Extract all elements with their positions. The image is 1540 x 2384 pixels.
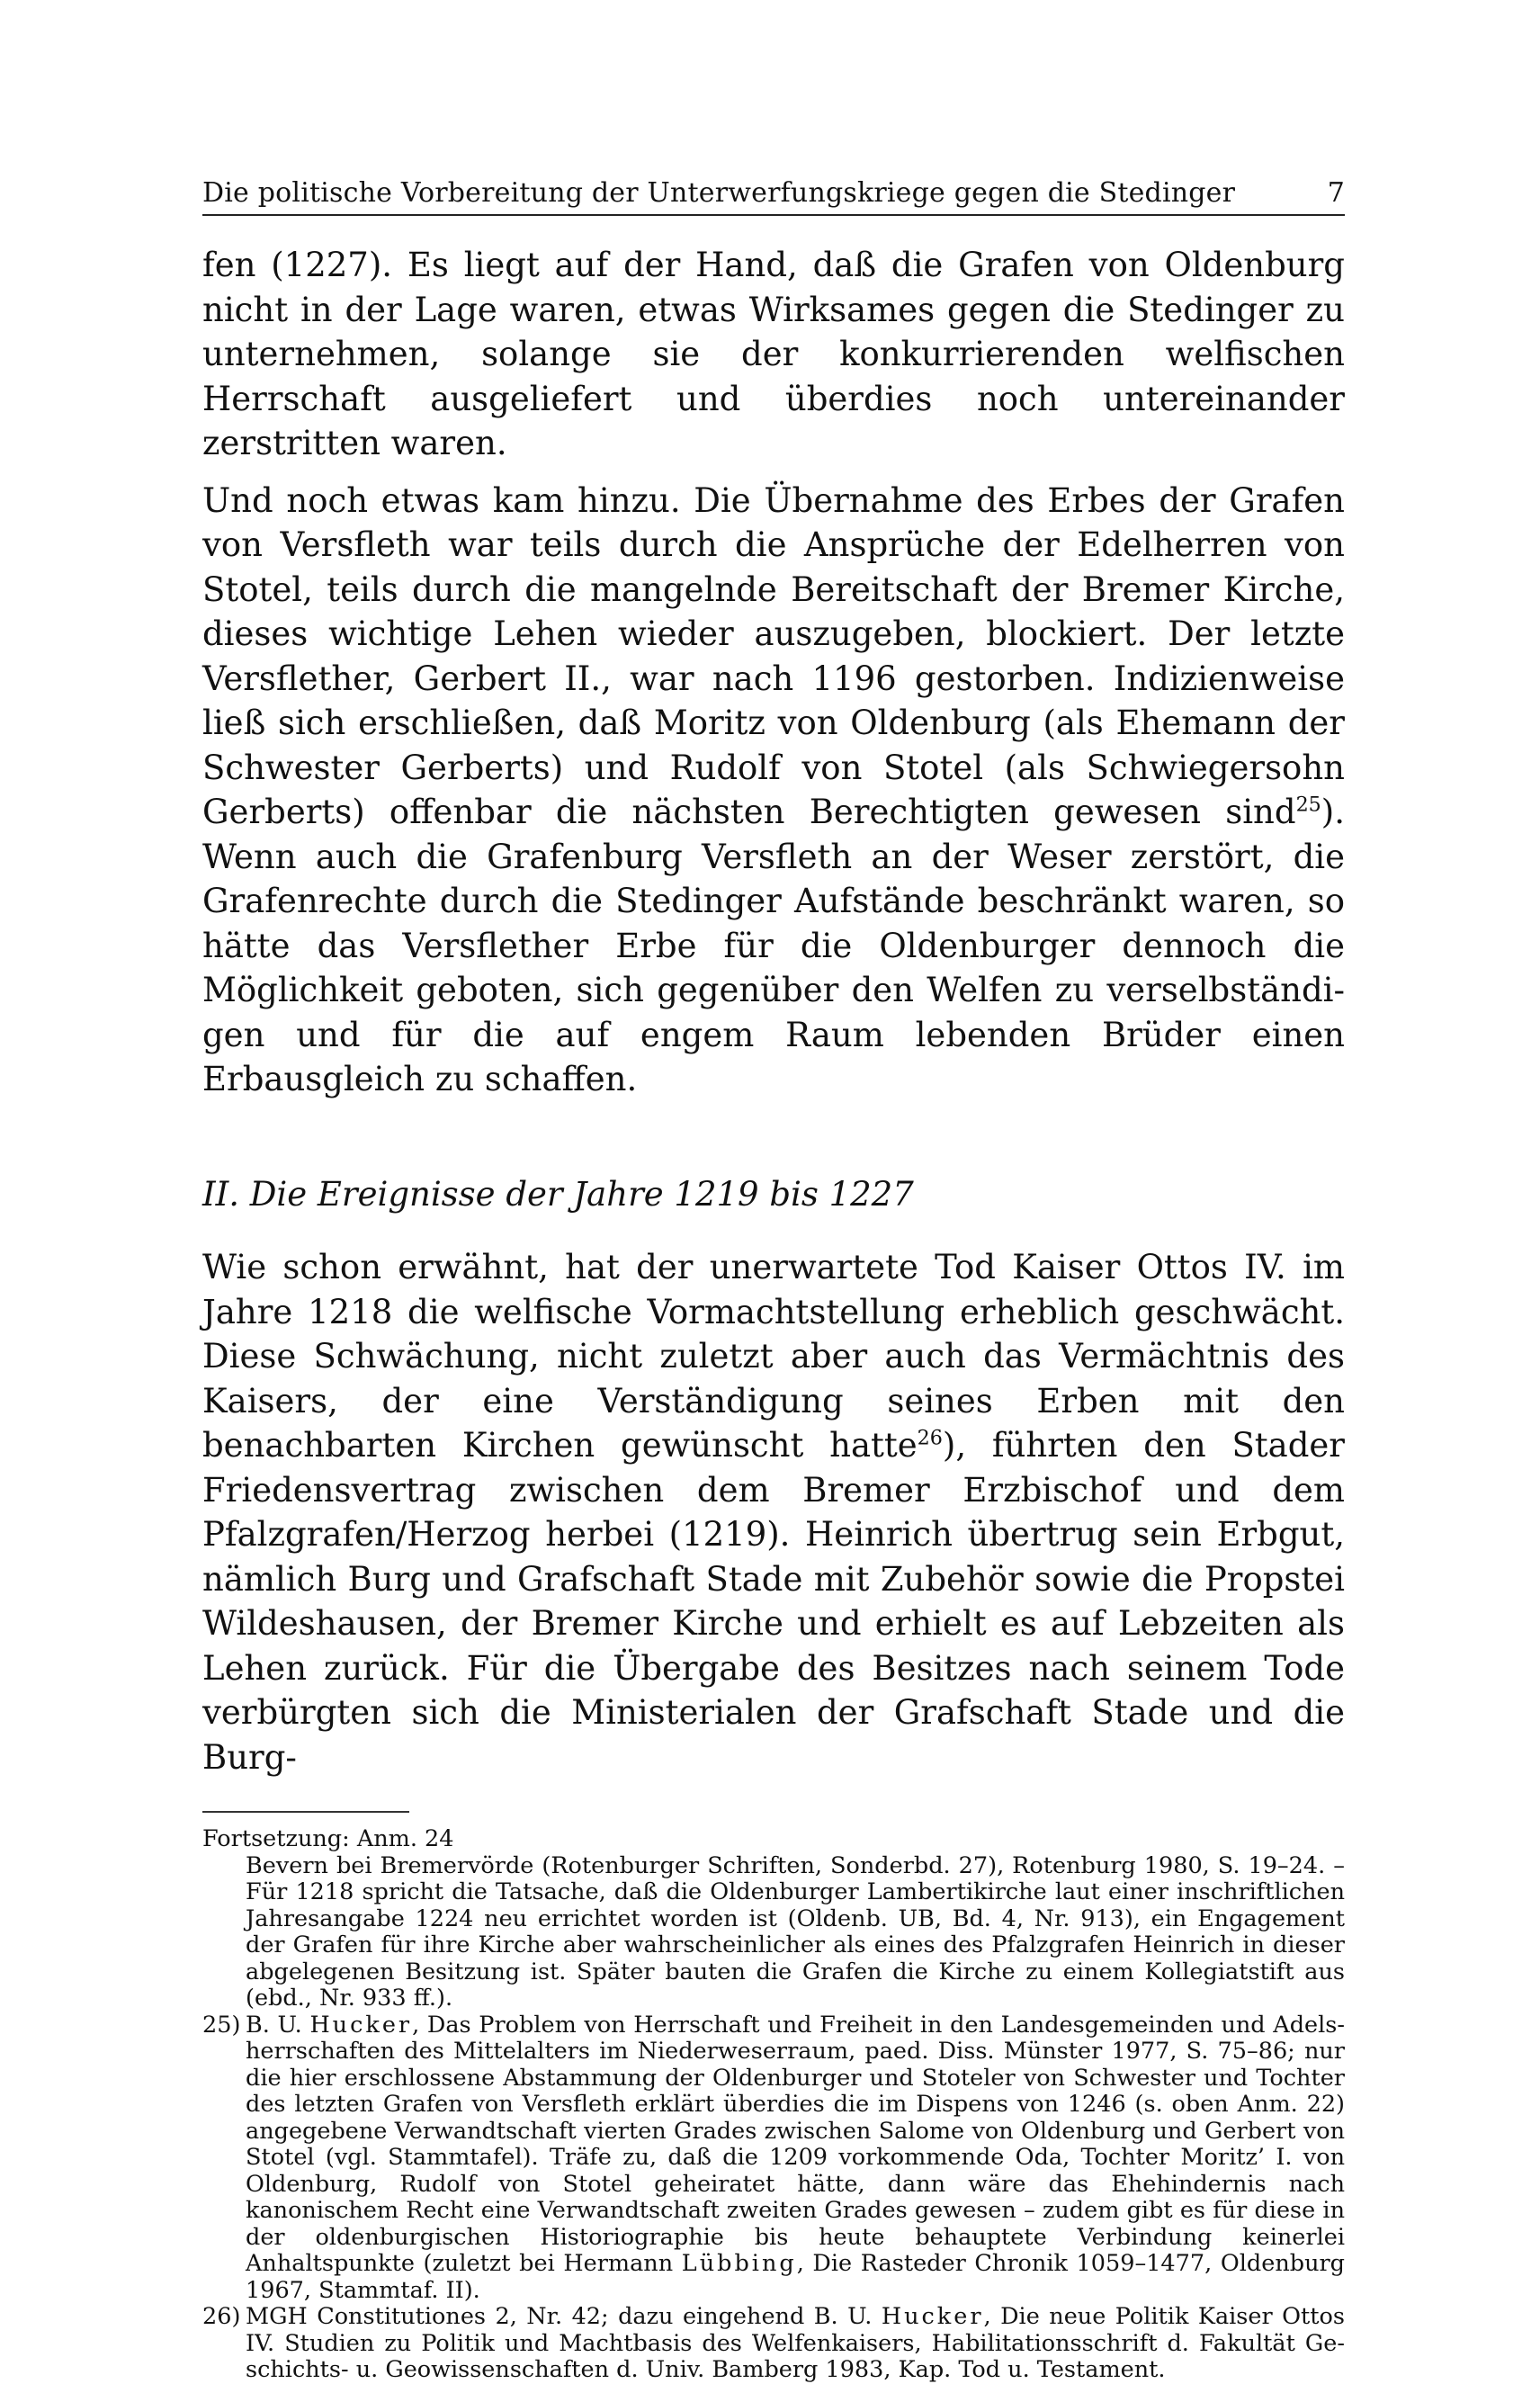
footnote-ref-25[interactable]: 25 (1295, 793, 1321, 817)
paragraph-2: Und noch etwas kam hinzu. Die Übernahme des Erbes der Grafen von Versfleth war teils durch die Ansprüche der Edelherren von Stotel, teils durch die mangelnde Bereitschaft der Bremer Kirche, dieses wichtige Lehen wieder auszugeben, blockiert. Der letzte Versflether, Gerbert II., war nach 1196 gestorben. Indizienweise ließ sich erschließen, daß Moritz von Oldenburg (als Ehemann der Schwester Gerberts) und Rudolf von Stotel (als Schwiegersohn Gerberts) offenbar die nächsten Berechtigten gewesen sind$^{25}$). Wenn auch die Grafenburg Versfleth an der Weser zerstört, die Grafenrechte durch die Stedinger Aufstände beschränkt waren, so hätte das Versflether Erbe für die Oldenburger dennoch die Möglichkeit geboten, sich gegenüber den Welfen zu verselbständigen und für die auf engem Raum lebenden Brüder einen Erbausgleich zu schaffen. (202, 480, 1345, 1098)
footnote-ref-26[interactable]: 26 (917, 1426, 943, 1450)
main-text (202, 243, 1345, 1779)
footnote-continuation-label: Fortsetzung: Anm. 24 (202, 1825, 454, 1852)
author-name: Hucker (309, 2011, 413, 2039)
footnotes (202, 1826, 1345, 2384)
running-title: Die politische Vorbereitung der Unterwerfungskriege gegen die Stedinger (202, 177, 1236, 209)
footnote-26: 26) MGH Constitutiones 2, Nr. 42; dazu eingehend B. U. Hucker, Die neue Politik Kaiser Ottos IV. Studien zu Politik und Machtbasis des Welfenkaisers, Habilitationsschrift d. Fakultät Geschichts- u. Geowissenschaften d. Univ. Bamberg 1983, Kap. Tod u. Testament. (202, 2303, 1345, 2383)
footnote-rule (202, 1811, 409, 1813)
header-rule (202, 214, 1345, 216)
document-page (202, 0, 1346, 2383)
page-number: 7 (1327, 177, 1345, 209)
section-heading: II. Die Ereignisse der Jahre 1219 bis 1227 (202, 1174, 914, 1214)
author-name: Hucker (881, 2303, 984, 2330)
footnote-continuation-text: Bevern bei Bremervörde (Rotenburger Schriften, Sonderbd. 27), Rotenburg 1980, S. 19–24. – Für 1218 spricht die Tatsache, daß die Oldenburger Lambertikirche laut einer inschriftlichen Jahresangabe 1224 neu errichtet worden ist (Oldenb. UB, Bd. 4, Nr. 913), ein Engagement der Grafen für ihre Kirche aber wahrscheinlicher als eines des Pfalzgrafen Heinrich in dieser abgelegenen Besitzung ist. Später bauten die Grafen die Kirche zu einem Kollegiatstift aus (ebd., Nr. 933 ff.). (246, 1851, 1345, 2012)
running-header (202, 162, 1345, 209)
paragraph-1: fen (1227). Es liegt auf der Hand, daß die Grafen von Oldenburg nicht in der Lage waren, etwas Wirksames gegen die Stedinger zu unternehmen, solange sie der konkurrierenden welfischen Herrschaft ausgeliefert und überdies noch untereinander zerstritten waren. (202, 246, 1345, 462)
footnote-25: 25) B. U. Hucker, Das Problem von Herrschaft und Freiheit in den Landesgemeinden und Adelsherrschaften des Mittelalters im Niederweserraum, paed. Diss. Münster 1977, S. 75–86; nur die hier erschlossene Abstammung der Oldenburger und Stoteler von Schwester und Tochter des letzten Grafen von Versfleth erklärt überdies die im Dispens von 1246 (s. oben Anm. 22) angegebene Verwandtschaft vierten Grades zwischen Salome von Oldenburg und Gerbert von Stotel (vgl. Stammtafel). Träfe zu, daß die 1209 vorkommende Oda, Tochter Moritz’ I. von Oldenburg, Rudolf von Stotel geheiratet hätte, dann wäre das Ehehindernis nach kanonischem Recht eine Verwandtschaft zweiten Grades gewesen – zudem gibt es für diese in der oldenburgischen Historiographie bis heute behauptete Verbindung keinerlei Anhaltspunkte (zuletzt bei Hermann Lübbing, Die Rasteder Chronik 1059–1477, Oldenburg 1967, Stammtaf. II). (202, 2011, 1346, 2304)
paragraph-3: Wie schon erwähnt, hat der unerwartete Tod Kaiser Ottos IV. im Jahre 1218 die welfische Vormachtstellung erheblich geschwächt. Diese Schwächung, nicht zuletzt aber auch das Vermächtnis des Kaisers, der eine Verständigung seines Erben mit den benachbarten Kirchen gewünscht hatte$^{26}$), führten den Stader Friedensvertrag zwischen dem Bremer Erzbischof und dem Pfalzgrafen/Herzog herbei (1219). Heinrich übertrug sein Erbgut, nämlich Burg und Grafschaft Stade mit Zubehör sowie die Propstei Wildeshausen, der Bremer Kirche und erhielt es auf Lebzeiten als Lehen zurück. Für die Übergabe des Besitzes nach seinem Tode verbürgten sich die Ministerialen der Grafschaft Stade und die Burg- (202, 1248, 1345, 1777)
author-name: Lübbing (681, 2250, 797, 2277)
footnote-number: 26) (202, 2303, 241, 2330)
footnote-number: 25) (202, 2011, 241, 2039)
